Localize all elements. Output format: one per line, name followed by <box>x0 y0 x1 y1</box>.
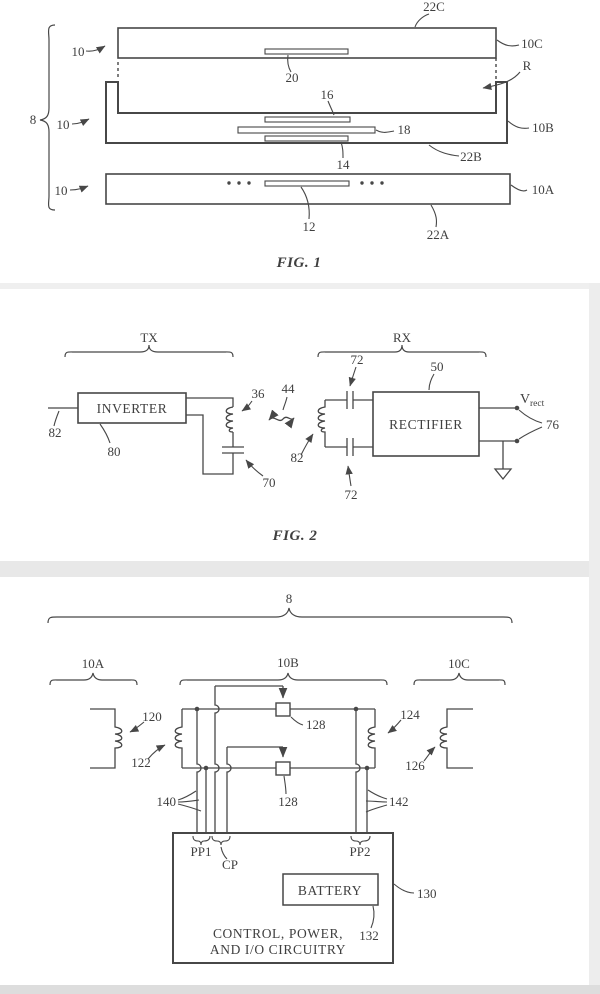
label-10a: 10A <box>531 182 555 197</box>
leader-10b <box>508 121 529 128</box>
switch-128-upper-box <box>276 703 290 716</box>
label-10b: 10B <box>532 120 554 135</box>
leader-130 <box>394 884 414 893</box>
housing-10a-outline <box>106 174 510 204</box>
label-122: 122 <box>131 755 151 770</box>
coupling-wavy-arrow <box>269 417 294 420</box>
label-14: 14 <box>336 157 350 172</box>
label-10c: 10C <box>448 656 470 671</box>
label-140: 140 <box>156 794 176 809</box>
arrow-36 <box>242 401 252 411</box>
label-44: 44 <box>281 381 295 396</box>
coil-16-bar <box>265 117 350 122</box>
leader-140-fan-1 <box>178 791 196 800</box>
label-r: R <box>522 58 532 73</box>
fig1-geometry <box>40 25 510 210</box>
fig1-drawing <box>0 0 600 290</box>
leader-142-fan-3 <box>366 805 387 812</box>
device-10a-brace <box>50 673 137 685</box>
label-cp: CP <box>222 857 238 872</box>
label-18: 18 <box>397 122 411 137</box>
control-box-label-line1: CONTROL, POWER, <box>212 926 344 941</box>
leader-10a <box>511 185 527 191</box>
leader-142-fan-1 <box>368 790 387 799</box>
arrow-10-mid <box>72 119 89 124</box>
label-50: 50 <box>430 359 444 374</box>
arrow-10-bot <box>70 186 88 190</box>
label-22c: 22C <box>423 0 445 14</box>
output-76-curve-bottom <box>519 427 542 439</box>
leader-22b <box>429 145 459 156</box>
tx-top-wire <box>186 398 233 407</box>
vrect-node-dot <box>515 406 520 411</box>
rx-cap-top-plates <box>347 391 353 409</box>
housing-10b-tray-outline <box>106 82 507 143</box>
leader-80 <box>100 424 110 443</box>
label-16: 16 <box>320 87 334 102</box>
coil-124-branch <box>368 709 375 768</box>
label-124: 124 <box>400 707 420 722</box>
rx-cap-bottom-plates <box>347 438 353 456</box>
coil-122-branch <box>175 709 182 768</box>
leader-22a <box>431 205 436 227</box>
fig1-caption: FIG. 1 <box>276 255 322 271</box>
label-pp1: PP1 <box>190 844 212 859</box>
pp2-wire-1 <box>356 709 360 833</box>
junction-dot-top-left <box>195 707 200 712</box>
coil-120-circuit <box>90 709 122 768</box>
leader-14 <box>341 142 343 158</box>
label-20: 20 <box>285 70 299 85</box>
label-12: 12 <box>302 219 316 234</box>
fig2-drawing <box>0 290 600 570</box>
leader-142-fan-2 <box>366 801 387 802</box>
leader-50 <box>429 374 434 390</box>
coil-12-bar <box>265 181 349 186</box>
label-10-bot: 10 <box>54 183 68 198</box>
rectifier-label: RECTIFIER <box>389 417 463 432</box>
arrow-72-top <box>350 367 356 386</box>
label-22a: 22A <box>426 227 450 242</box>
label-36: 36 <box>251 386 265 401</box>
label-132: 132 <box>359 928 379 943</box>
control-box-label-line2: AND I/O CIRCUITRY <box>209 942 347 957</box>
pp1-wire-1 <box>197 709 201 833</box>
ground-symbol <box>495 469 511 479</box>
battery-label: BATTERY <box>297 883 363 898</box>
junction-dot-bottom-left <box>204 766 209 771</box>
label-rx: RX <box>392 330 412 345</box>
label-72-top: 72 <box>350 352 364 367</box>
label-22b: 22B <box>460 149 482 164</box>
label-10-mid: 10 <box>56 117 70 132</box>
leader-44 <box>283 397 287 410</box>
label-128-upper: 128 <box>306 717 326 732</box>
label-8: 8 <box>29 112 37 127</box>
system-8-brace <box>48 608 512 623</box>
label-76: 76 <box>546 417 559 432</box>
output-76-curve-top <box>519 410 542 423</box>
coil-20-bar <box>265 49 348 54</box>
label-70: 70 <box>262 475 276 490</box>
coil-18-bar <box>238 127 375 133</box>
tx-coil-36 <box>226 407 233 432</box>
label-pp2: PP2 <box>349 844 371 859</box>
rx-coil-82 <box>318 400 325 447</box>
vrect-label: V <box>520 392 531 407</box>
junction-dot-bottom-right <box>365 766 370 771</box>
label-72-bottom: 72 <box>344 487 358 502</box>
fig1-left-brace <box>40 25 55 210</box>
label-82-tx: 82 <box>48 425 62 440</box>
fig2-labels <box>49 330 560 544</box>
leader-22c <box>415 14 429 27</box>
label-10c: 10C <box>521 36 543 51</box>
fig2-caption: FIG. 2 <box>272 528 318 544</box>
label-10a: 10A <box>81 656 105 671</box>
coil-14-bar <box>265 136 348 141</box>
cp-wire-1 <box>215 686 219 833</box>
device-10b-brace <box>180 673 387 685</box>
label-10-top: 10 <box>71 44 85 59</box>
arrow-10-top <box>86 46 105 51</box>
fig2-junction-dots <box>515 406 520 444</box>
label-80: 80 <box>107 444 121 459</box>
vrect-subscript: rect <box>530 399 545 409</box>
cp-wire-2 <box>227 747 231 833</box>
device-10c-brace <box>414 673 505 685</box>
ground-node-dot <box>515 439 520 444</box>
label-tx: TX <box>140 330 158 345</box>
switch-128-lower-box <box>276 762 290 775</box>
label-128-lower: 128 <box>278 794 298 809</box>
label-82-rx: 82 <box>290 450 304 465</box>
tx-brace <box>65 345 233 357</box>
leader-10c <box>497 40 519 46</box>
inverter-label: INVERTER <box>96 401 168 416</box>
label-126: 126 <box>405 758 425 773</box>
leader-128-lower <box>284 776 286 794</box>
coil-126-circuit <box>440 709 473 768</box>
label-10b: 10B <box>277 655 299 670</box>
label-120: 120 <box>142 709 162 724</box>
label-130: 130 <box>417 886 437 901</box>
leader-128-upper <box>291 717 303 725</box>
label-8: 8 <box>285 591 293 606</box>
leader-82-tx <box>54 411 59 426</box>
arrow-70 <box>246 460 263 476</box>
arrow-72-bottom <box>348 466 351 486</box>
leader-140-fan-2 <box>178 800 199 802</box>
junction-dot-top-right <box>354 707 359 712</box>
arrow-126 <box>424 747 435 761</box>
rx-brace <box>318 345 486 357</box>
arrow-124 <box>388 720 401 733</box>
fig3-drawing <box>0 570 600 994</box>
label-142: 142 <box>389 794 409 809</box>
